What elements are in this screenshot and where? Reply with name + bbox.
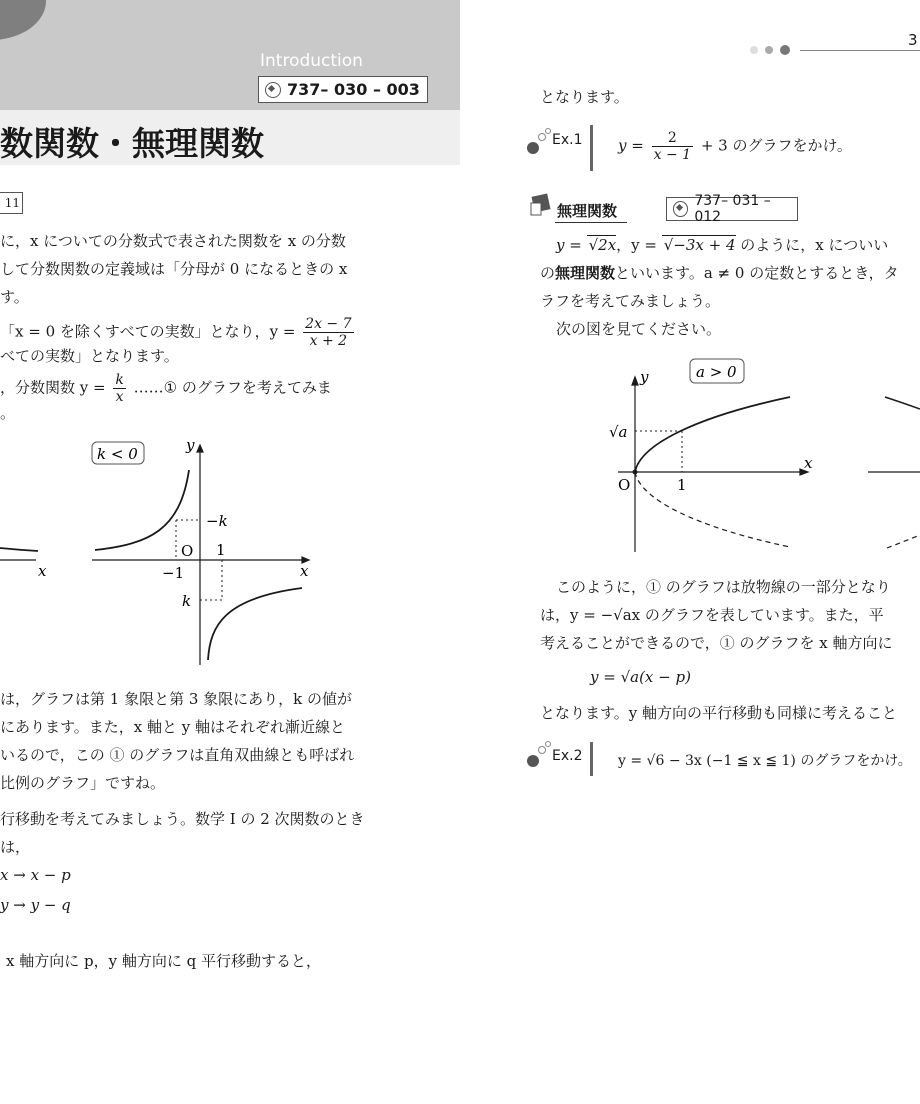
code-icon — [673, 201, 688, 217]
right-partial-curve-bottom — [887, 535, 920, 548]
text-segment: 「x = 0 を除くすべての実数」となり，y = — [0, 322, 296, 341]
ex-bullet-icon — [527, 755, 539, 767]
text-segment: ，y = — [616, 236, 657, 254]
section-code-text: 737– 031 – 012 — [694, 193, 771, 225]
section-code-box — [666, 193, 798, 225]
numerator: 2x − 7 — [305, 316, 352, 332]
ex-bullet-small — [545, 128, 551, 134]
deco-dot — [765, 46, 773, 54]
neg-k-label: −k — [206, 512, 228, 530]
fraction — [652, 130, 693, 163]
text-segment: y = — [556, 236, 582, 254]
origin-label: O — [181, 542, 194, 560]
x-axis-label: x — [300, 562, 309, 580]
sqrt-expr: √2x — [588, 236, 617, 254]
hyperbola-branch-upper — [95, 470, 189, 550]
denominator: x − 1 — [653, 147, 692, 164]
text-line: 行移動を考えてみましょう。数学 I の 2 次関数のとき — [0, 810, 365, 828]
ex-bullet-small — [538, 133, 546, 141]
y-axis-label: y — [640, 368, 649, 386]
text-line: は，グラフは第 1 象限と第 3 象限にあり，k の値が — [0, 690, 353, 708]
page-number: 3 — [908, 31, 918, 49]
text-line: 比例のグラフ」ですね。 — [0, 774, 166, 792]
k-value-label: k — [182, 592, 192, 610]
ex2-equation: y = √6 − 3x (−1 ≦ x ≦ 1) のグラフをかけ。 — [618, 753, 912, 769]
text-line — [0, 372, 332, 405]
text-line — [540, 262, 899, 283]
sqrt-figure — [600, 355, 920, 555]
origin-label: O — [618, 476, 631, 494]
text-segment: といいます。a ≠ 0 の定数とするとき，タ — [615, 264, 899, 282]
text-line: 次の図を見てください。 — [556, 320, 722, 338]
eq-part: + 3 のグラフをかけ。 — [700, 136, 852, 155]
text-segment: ……① のグラフを考えてみま — [133, 378, 332, 397]
intro-label: Introduction — [260, 51, 363, 71]
sqrt-a-label: √a — [609, 423, 628, 441]
ex1-label: Ex.1 — [552, 132, 583, 148]
x-axis-label: x — [804, 454, 813, 472]
text-line — [556, 234, 888, 255]
x-axis-label-left: x — [38, 562, 47, 580]
fraction — [113, 372, 125, 405]
ex-bullet-icon — [527, 142, 539, 154]
text-line: にあります。また，x 軸と y 軸はそれぞれ漸近線と — [0, 718, 346, 736]
numerator: 2 — [652, 130, 693, 147]
text-line: y → y − q — [0, 896, 71, 914]
hyperbola-figure — [0, 430, 340, 675]
numerator: k — [115, 372, 124, 388]
origin-dot — [633, 470, 638, 475]
section-title: 無理関数 — [557, 202, 618, 220]
section-icon — [530, 193, 552, 217]
fraction — [303, 316, 353, 349]
text-line: に，x についての分数式で表された関数を x の分数 — [0, 232, 346, 250]
text-line: y = √a(x − p) — [590, 668, 691, 686]
text-line: して分数関数の定義域は「分母が 0 になるときの x — [0, 260, 348, 278]
text-line: べての実数」となります。 — [0, 347, 179, 365]
deco-dot — [780, 45, 790, 55]
text-line: となります。y 軸方向の平行移動も同様に考えること — [540, 704, 898, 722]
text-line: このように，① のグラフは放物線の一部分となり — [556, 578, 891, 596]
page-title: 数関数・無理関数 — [0, 124, 264, 163]
y-arrow — [632, 377, 638, 385]
denominator: x + 2 — [309, 333, 348, 350]
k-label: k < 0 — [97, 445, 138, 463]
neg-sqrt-curve — [635, 472, 790, 547]
ex1-bar — [590, 125, 593, 171]
one-label: 1 — [216, 541, 226, 559]
y-arrow — [197, 445, 203, 452]
text-line: す。 — [0, 288, 29, 306]
code-text: 737– 030 – 003 — [287, 80, 420, 99]
text-line: 考えることができるので，① のグラフを x 軸方向に — [540, 634, 893, 652]
small-code: 11 — [0, 192, 23, 214]
text-line: となります。 — [540, 88, 629, 106]
neg-one-label: −1 — [162, 564, 185, 582]
a-label: a > 0 — [696, 363, 737, 381]
hyperbola-branch-lower — [208, 588, 302, 660]
text-line: ラフを考えてみましょう。 — [540, 292, 721, 310]
code-icon — [265, 82, 281, 98]
text-line: x → x − p — [0, 866, 71, 884]
text-line: いるので，この ① のグラフは直角双曲線とも呼ばれ — [0, 746, 355, 764]
ex2-bar — [590, 742, 593, 776]
y-axis-label: y — [186, 436, 195, 454]
text-line: x 軸方向に p，y 軸方向に q 平行移動すると， — [6, 952, 321, 970]
denominator: x — [115, 389, 124, 406]
text-segment: の — [540, 264, 556, 282]
ex-bullet-small — [538, 746, 546, 754]
sqrt-curve — [635, 397, 790, 472]
text-bold: 無理関数 — [555, 264, 616, 282]
ex1-equation — [618, 130, 852, 163]
one-label: 1 — [677, 476, 687, 494]
deco-dot — [750, 46, 758, 54]
section-underline — [555, 222, 627, 223]
right-partial-curve-top — [885, 397, 920, 409]
text-segment: ，分数関数 y = — [0, 378, 106, 397]
ex2-label: Ex.2 — [552, 748, 583, 764]
left-partial-curve — [0, 548, 38, 551]
ex-bullet-small — [545, 741, 551, 747]
text-line: は， — [0, 838, 31, 856]
text-line: は，y = −√ax のグラフを表しています。また，平 — [540, 606, 884, 624]
sqrt-expr: √−3x + 4 — [663, 236, 736, 254]
code-box — [258, 76, 428, 103]
header-rule — [800, 50, 920, 51]
eq-part: y = — [618, 136, 644, 155]
text-segment: のように，x についい — [735, 236, 889, 254]
text-line: 。 — [0, 404, 16, 422]
